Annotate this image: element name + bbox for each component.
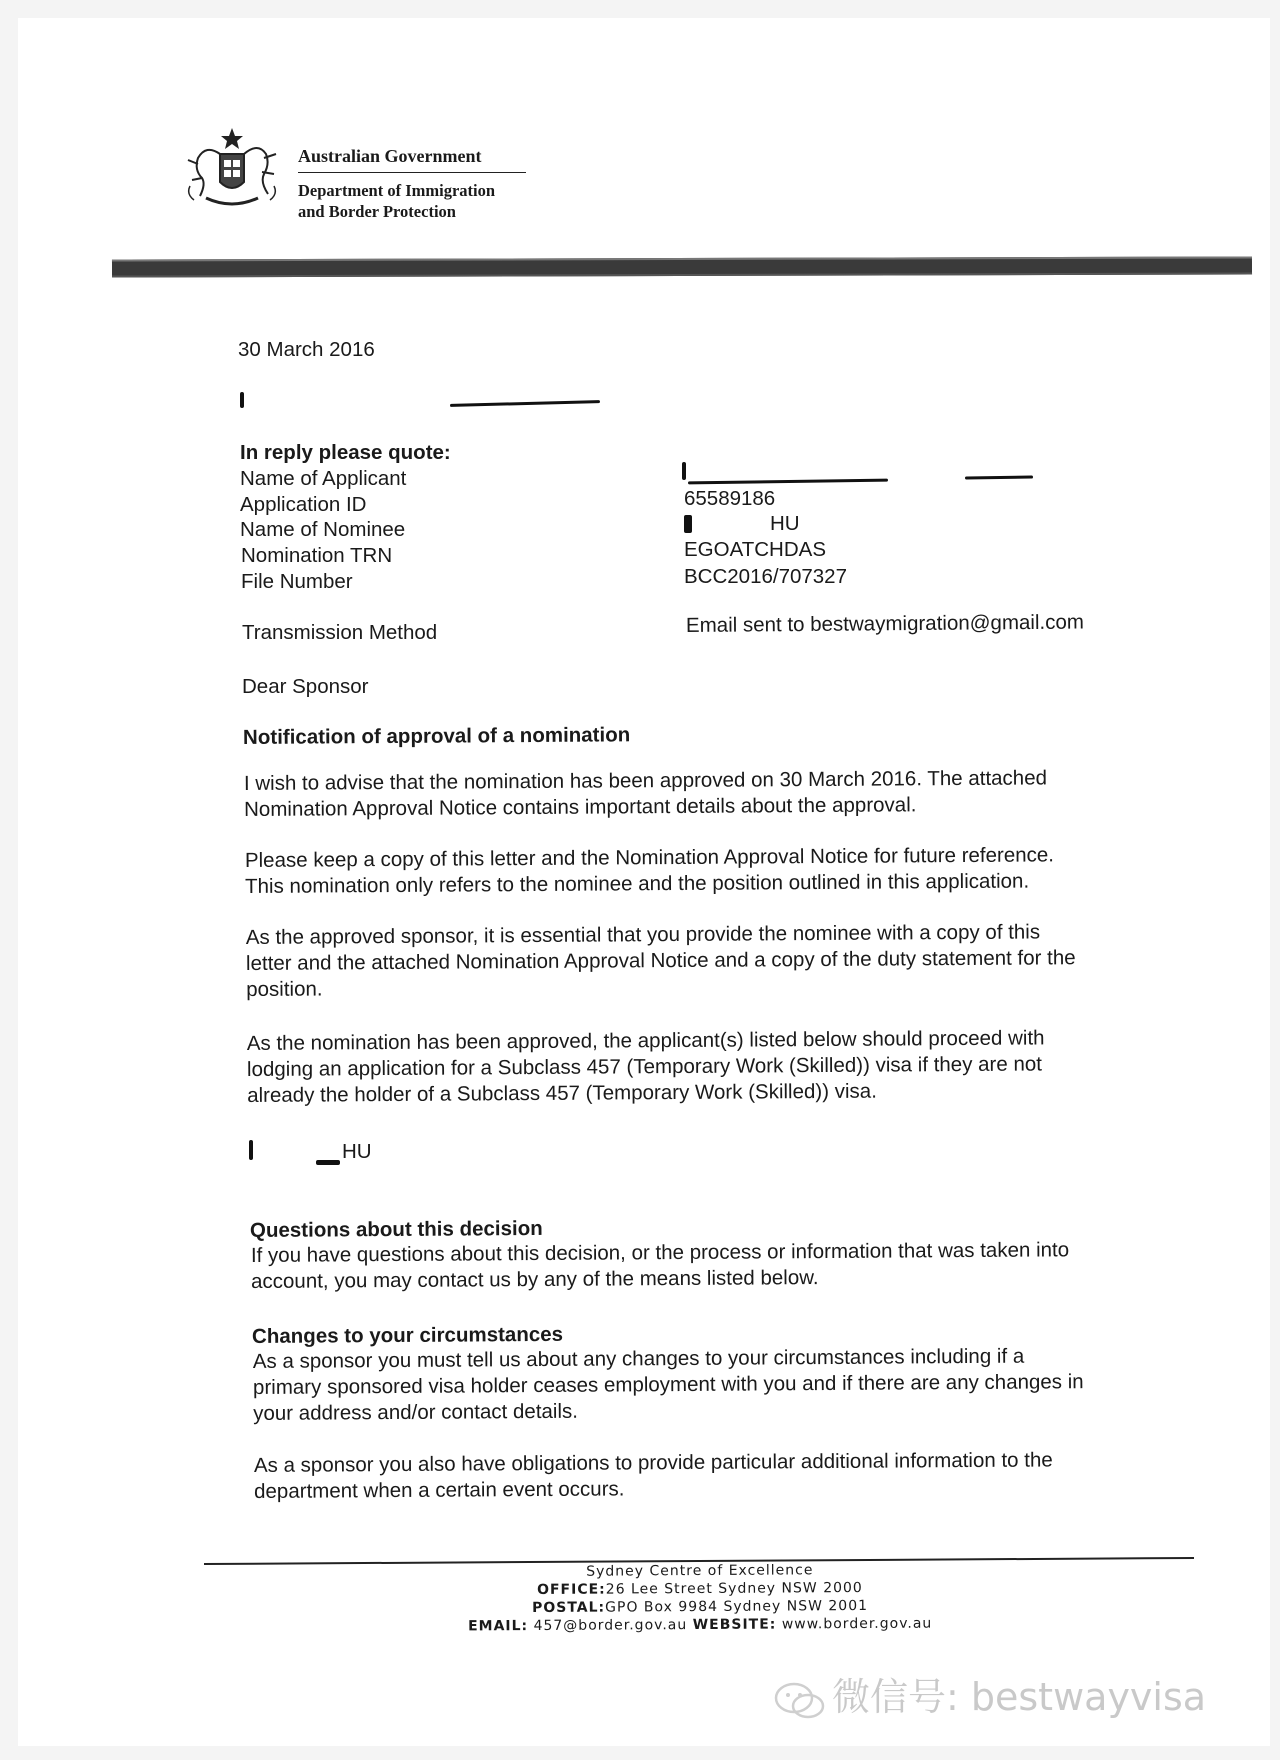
label-file-number: File Number xyxy=(241,570,353,593)
wechat-icon xyxy=(772,1680,828,1720)
value-nominee: HU xyxy=(770,512,800,535)
body-paragraph-2: Please keep a copy of this letter and the Nomination Approval Notice for future reference. This nomination only refers to the nominee and the position outlined in this application. xyxy=(244,843,1055,898)
coat-of-arms-icon xyxy=(176,124,288,216)
gov-title: Australian Government xyxy=(298,146,526,173)
label-applicant: Name of Applicant xyxy=(240,467,407,490)
applicant-listed: HU xyxy=(342,1140,372,1163)
footer-contact: Sydney Centre of Excellence OFFICE:26 Lee Street Sydney NSW 2000 POSTAL:GPO Box 9984 Sydney NSW 2001 EMAIL: 457@border.gov.au WEBSITE: www.border.gov.au xyxy=(400,1560,1000,1636)
redaction-mark xyxy=(316,1160,340,1165)
value-transmission: Email sent to bestwaymigration@gmail.com xyxy=(685,610,1085,637)
watermark-text: 微信号: bestwayvisa xyxy=(832,1675,1207,1719)
header-divider xyxy=(112,257,1252,278)
dept-name: Department of Immigration and Border Protection xyxy=(298,181,496,221)
value-application-id: 65589186 xyxy=(684,487,776,510)
redaction-mark xyxy=(682,462,686,480)
label-application-id: Application ID xyxy=(240,493,367,516)
reply-heading: In reply please quote: xyxy=(240,441,451,464)
body-paragraph-3: As the approved sponsor, it is essential that you provide the nominee with a copy of this letter and the attached Nomination Approval Notice and a copy of the duty statement for the position. xyxy=(245,920,1076,1001)
body-paragraph-1: I wish to advise that the nomination has been approved on 30 March 2016. The attached Nomination Approval Notice contains important details about the approval. xyxy=(243,766,1048,821)
changes-text: As a sponsor you must tell us about any changes to your circumstances including if a primary sponsored visa holder ceases employment with you and if there are any changes in your address and/or contact details. xyxy=(252,1344,1084,1425)
changes-heading: Changes to your circumstances xyxy=(251,1322,564,1348)
value-file-number: BCC2016/707327 xyxy=(684,565,847,588)
redaction-mark xyxy=(684,515,692,533)
letter-date: 30 March 2016 xyxy=(238,338,375,361)
label-transmission: Transmission Method xyxy=(242,621,438,644)
label-trn: Nomination TRN xyxy=(241,544,393,567)
subject-line: Notification of approval of a nomination xyxy=(242,723,631,749)
redaction-mark xyxy=(249,1140,253,1160)
body-paragraph-4: As the nomination has been approved, the applicant(s) listed below should proceed with lodging an application for a Subclass 457 (Temporary Work (Skilled)) visa if they are not already the holder of a Subclass 457 (Temporary Work (Skilled)) visa. xyxy=(246,1026,1045,1107)
salutation: Dear Sponsor xyxy=(242,675,369,698)
label-nominee: Name of Nominee xyxy=(240,518,406,541)
obligations-text: As a sponsor you also have obligations to provide particular additional information to the department when a certain event occurs. xyxy=(253,1448,1053,1503)
footer-centre: Sydney Centre of Excellence xyxy=(586,1562,814,1580)
questions-heading: Questions about this decision xyxy=(249,1216,543,1242)
value-trn: EGOATCHDAS xyxy=(684,538,826,561)
redaction-mark xyxy=(240,392,244,408)
questions-text: If you have questions about this decision, or the process or information that was taken into account, you may contact us by any of the means listed below. xyxy=(250,1238,1070,1293)
